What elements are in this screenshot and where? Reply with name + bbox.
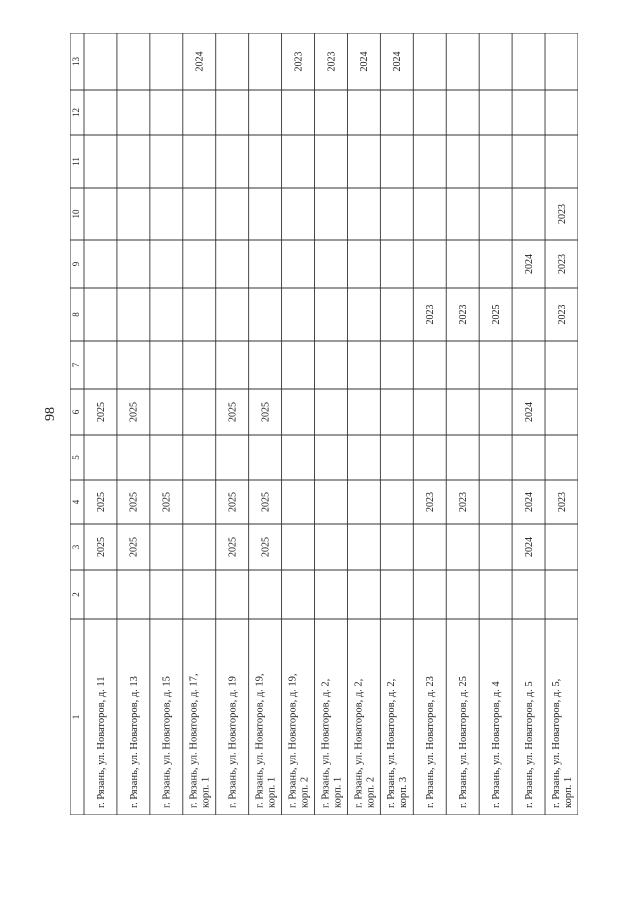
column-header: 4 [71, 499, 82, 505]
year-cell: 2025 [95, 537, 107, 557]
row-address: г. Рязань, ул. Новаторов, д. 11 [95, 676, 107, 808]
row-address-line2: корп. 1 [332, 776, 344, 808]
row-address-line2: корп. 3 [398, 776, 410, 808]
year-cell: 2025 [128, 492, 140, 512]
row-address: г. Рязань, ул. Новаторов, д. 19 [227, 676, 239, 808]
row-address: г. Рязань, ул. Новаторов, д. 2, [353, 678, 365, 808]
year-cell: 2024 [523, 254, 535, 274]
table-grid [70, 33, 578, 815]
year-cell: 2023 [425, 304, 437, 325]
year-cell: 2025 [260, 537, 272, 557]
column-header: 5 [71, 455, 82, 460]
year-cell: 2023 [293, 51, 305, 72]
year-cell: 2025 [227, 537, 239, 557]
column-header: 1 [71, 714, 82, 720]
row-address-line2: корп. 2 [299, 776, 311, 808]
year-cell: 2024 [194, 51, 206, 72]
year-cell: 2023 [556, 204, 568, 224]
year-cell: 2025 [260, 402, 272, 422]
column-header: 12 [71, 108, 82, 117]
year-cell: 2023 [556, 254, 568, 274]
page-number: 98 [43, 407, 58, 421]
row-address-line2: корп. 1 [562, 776, 574, 808]
year-cell: 2025 [128, 402, 140, 422]
row-address: г. Рязань, ул. Новаторов, д. 5, [550, 678, 562, 808]
year-cell: 2025 [260, 492, 272, 512]
year-cell: 2024 [523, 402, 535, 422]
row-address: г. Рязань, ул. Новаторов, д. 5 [523, 681, 535, 808]
row-address: г. Рязань, ул. Новаторов, д. 15 [161, 676, 173, 808]
year-cell: 2025 [227, 492, 239, 512]
year-cell: 2023 [457, 492, 469, 512]
row-address: г. Рязань, ул. Новаторов, д. 19, [254, 673, 266, 808]
year-cell: 2023 [326, 51, 338, 72]
row-address: г. Рязань, ул. Новаторов, д. 13 [128, 676, 140, 808]
row-address-line2: корп. 1 [200, 776, 212, 808]
row-address-line2: корп. 1 [266, 776, 278, 808]
row-address: г. Рязань, ул. Новаторов, д. 2, [320, 678, 332, 808]
year-cell: 2024 [359, 51, 371, 72]
row-address: г. Рязань, ул. Новаторов, д. 25 [458, 676, 470, 808]
column-header: 8 [71, 312, 82, 317]
column-header: 11 [71, 157, 82, 166]
year-cell: 2024 [392, 51, 404, 72]
column-header: 10 [71, 209, 82, 219]
column-header: 7 [71, 362, 82, 368]
year-cell: 2023 [457, 304, 469, 325]
column-header: 13 [71, 57, 82, 66]
row-address: г. Рязань, ул. Новаторов, д. 17, [188, 673, 200, 808]
year-cell: 2025 [95, 402, 107, 422]
rotated-table [70, 33, 578, 815]
column-header: 3 [71, 544, 82, 550]
year-cell: 2024 [523, 537, 535, 557]
column-header: 2 [71, 592, 82, 597]
row-address: г. Рязань, ул. Новаторов, д. 4 [491, 681, 503, 808]
year-cell: 2023 [556, 304, 568, 325]
year-cell: 2023 [425, 492, 437, 512]
year-cell: 2024 [523, 492, 535, 512]
row-address-line2: корп. 2 [365, 776, 377, 808]
row-address: г. Рязань, ул. Новаторов, д. 19, [287, 673, 299, 808]
row-address: г. Рязань, ул. Новаторов, д. 2, [386, 678, 398, 808]
year-cell: 2025 [227, 402, 239, 422]
year-cell: 2025 [95, 492, 107, 512]
year-cell: 2025 [490, 304, 502, 325]
column-header: 6 [71, 409, 82, 415]
column-header: 9 [71, 261, 82, 267]
year-cell: 2023 [556, 492, 568, 512]
row-address: г. Рязань, ул. Новаторов, д. 23 [425, 676, 437, 808]
year-cell: 2025 [128, 537, 140, 557]
year-cell: 2025 [161, 492, 173, 512]
